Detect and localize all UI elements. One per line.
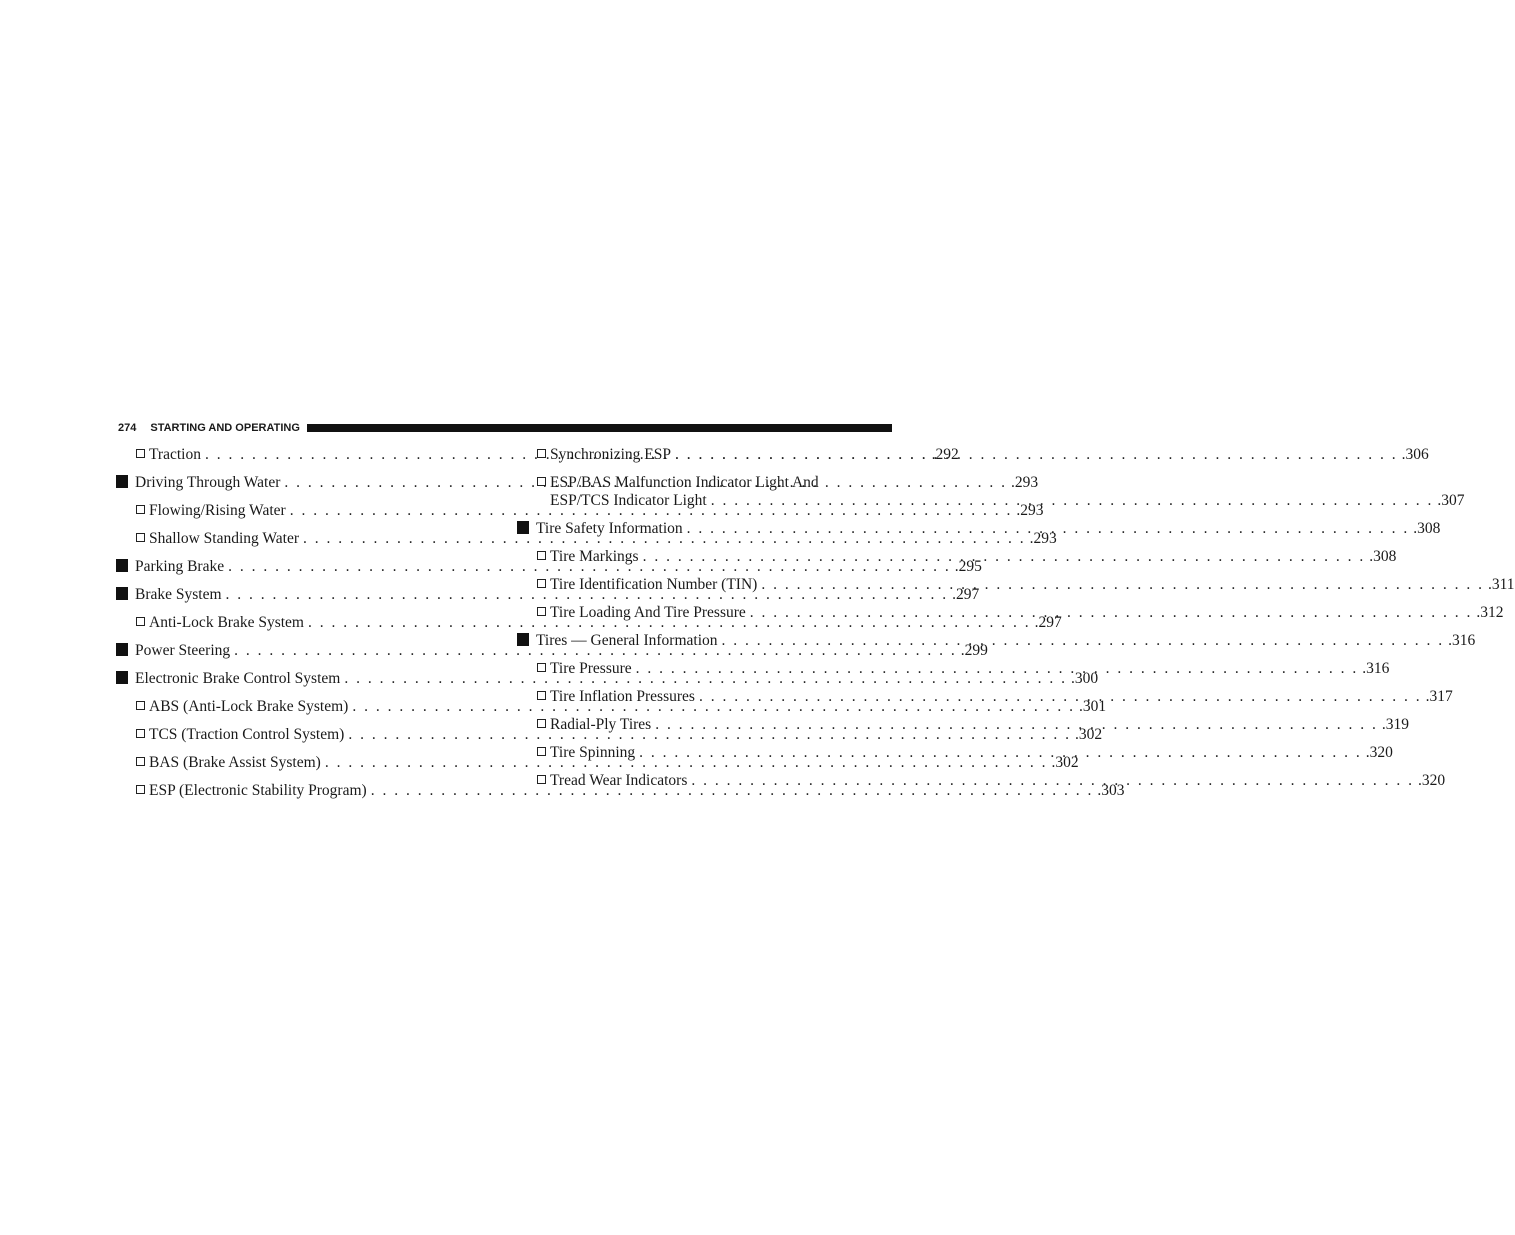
toc-entry-label: Tire Loading And Tire Pressure bbox=[550, 604, 746, 621]
toc-entry-page: .317 bbox=[1425, 688, 1453, 705]
toc-entry-label: Anti-Lock Brake System bbox=[149, 614, 304, 631]
toc-entry-page: .295 bbox=[954, 558, 982, 575]
toc-entry-label: ESP/BAS Malfunction Indicator Light And bbox=[550, 474, 819, 491]
hollow-square-bullet-icon bbox=[537, 474, 550, 492]
toc-entry-page: .302 bbox=[1074, 726, 1103, 743]
toc-entry-label: ABS (Anti-Lock Brake System) bbox=[149, 698, 349, 715]
toc-entry-page: .293 bbox=[1016, 502, 1044, 519]
toc-entry-label: Synchronizing ESP bbox=[550, 446, 671, 463]
filled-square-bullet-icon bbox=[116, 558, 135, 576]
toc-entry-page: .293 bbox=[1011, 474, 1039, 491]
hollow-square-bullet-icon bbox=[136, 446, 149, 464]
dot-leader bbox=[691, 772, 1414, 790]
page-number: 274 bbox=[118, 422, 137, 434]
filled-square-bullet-icon bbox=[517, 520, 536, 538]
toc-entry-label: Tire Spinning bbox=[550, 744, 636, 761]
toc-entry-page: .301 bbox=[1078, 698, 1107, 715]
toc-entry-page: .292 bbox=[931, 446, 959, 463]
toc-entry-page: .297 bbox=[1034, 614, 1062, 631]
hollow-square-bullet-icon bbox=[537, 660, 550, 678]
hollow-square-bullet-icon bbox=[537, 744, 550, 762]
toc-entry-page: .297 bbox=[952, 586, 980, 603]
toc-entry-label: ESP (Electronic Stability Program) bbox=[149, 782, 367, 799]
dot-leader bbox=[761, 576, 1484, 594]
hollow-square-bullet-icon bbox=[537, 604, 550, 622]
toc-entry-page: .308 bbox=[1369, 548, 1397, 565]
toc-entry-label: Tire Identification Number (TIN) bbox=[550, 576, 758, 593]
filled-square-bullet-icon bbox=[116, 474, 135, 492]
hollow-square-bullet-icon bbox=[537, 548, 550, 566]
hollow-square-bullet-icon bbox=[136, 782, 149, 800]
hollow-square-bullet-icon bbox=[136, 698, 149, 716]
hollow-square-bullet-icon bbox=[136, 530, 149, 548]
toc-entry-page: .319 bbox=[1381, 716, 1409, 733]
toc-entry-page: .308 bbox=[1413, 520, 1441, 537]
filled-square-bullet-icon bbox=[116, 670, 135, 688]
dot-leader bbox=[655, 716, 1378, 734]
hollow-square-bullet-icon bbox=[136, 754, 149, 772]
toc-entry-label: Tread Wear Indicators bbox=[550, 772, 688, 789]
hollow-square-bullet-icon bbox=[537, 772, 550, 790]
toc-entry-label: Tires — General Information bbox=[536, 632, 718, 649]
toc-entry-page: .293 bbox=[1029, 530, 1057, 547]
toc-entry-label: Power Steering bbox=[135, 642, 231, 659]
toc-entry-label: Tire Pressure bbox=[550, 660, 632, 677]
toc-entry-page: .300 bbox=[1070, 670, 1099, 687]
toc-entry-page: .320 bbox=[1417, 772, 1446, 789]
section-title: STARTING AND OPERATING bbox=[150, 422, 300, 434]
toc-entry-label: Tire Markings bbox=[550, 548, 639, 565]
toc-entry-label: Parking Brake bbox=[135, 558, 225, 575]
filled-square-bullet-icon bbox=[116, 586, 135, 604]
dot-leader bbox=[750, 604, 1473, 622]
dot-leader bbox=[639, 744, 1362, 762]
dot-leader bbox=[722, 632, 1445, 650]
toc-entry-label: Flowing/Rising Water bbox=[149, 502, 286, 519]
dot-leader bbox=[711, 492, 1434, 510]
toc-entry-page: .306 bbox=[1401, 446, 1429, 463]
toc-entry-page: .316 bbox=[1448, 632, 1476, 649]
toc-entry-page: .311 bbox=[1487, 576, 1515, 593]
dot-leader bbox=[699, 688, 1422, 706]
hollow-square-bullet-icon bbox=[136, 726, 149, 744]
toc-entry-label: Tire Safety Information bbox=[536, 520, 683, 537]
page-header bbox=[118, 420, 892, 436]
header-rule bbox=[307, 424, 892, 432]
hollow-square-bullet-icon bbox=[537, 716, 550, 734]
toc-entry-page: .316 bbox=[1362, 660, 1390, 677]
hollow-square-bullet-icon bbox=[537, 688, 550, 706]
toc-entry-page: .312 bbox=[1476, 604, 1504, 621]
toc-entry-label: BAS (Brake Assist System) bbox=[149, 754, 321, 771]
hollow-square-bullet-icon bbox=[537, 576, 550, 594]
toc-entry-page: .303 bbox=[1097, 782, 1125, 799]
toc-entry-page: .320 bbox=[1365, 744, 1393, 761]
toc-entry-page: .302 bbox=[1051, 754, 1079, 771]
toc-entry-label: Electronic Brake Control System bbox=[135, 670, 341, 687]
toc-entry-label-continued: ESP/TCS Indicator Light bbox=[550, 492, 707, 509]
dot-leader bbox=[643, 548, 1366, 566]
toc-entry-label: Traction bbox=[149, 446, 201, 463]
dot-leader bbox=[687, 520, 1410, 538]
toc-entry-page: .299 bbox=[960, 642, 988, 659]
hollow-square-bullet-icon bbox=[136, 614, 149, 632]
toc-entry-label: Shallow Standing Water bbox=[149, 530, 300, 547]
filled-square-bullet-icon bbox=[116, 642, 135, 660]
hollow-square-bullet-icon bbox=[537, 446, 550, 464]
hollow-square-bullet-icon bbox=[136, 502, 149, 520]
toc-entry-label: Radial-Ply Tires bbox=[550, 716, 652, 733]
toc-entry-page: .307 bbox=[1437, 492, 1465, 509]
dot-leader bbox=[675, 446, 1398, 464]
filled-square-bullet-icon bbox=[517, 632, 536, 650]
dot-leader bbox=[636, 660, 1359, 678]
toc-entry-label: Driving Through Water bbox=[135, 474, 281, 491]
toc-entry-label: Tire Inflation Pressures bbox=[550, 688, 695, 705]
toc-entry-esp[interactable] bbox=[116, 782, 1125, 810]
toc-entry-label: TCS (Traction Control System) bbox=[149, 726, 345, 743]
toc-entry-label: Brake System bbox=[135, 586, 222, 603]
